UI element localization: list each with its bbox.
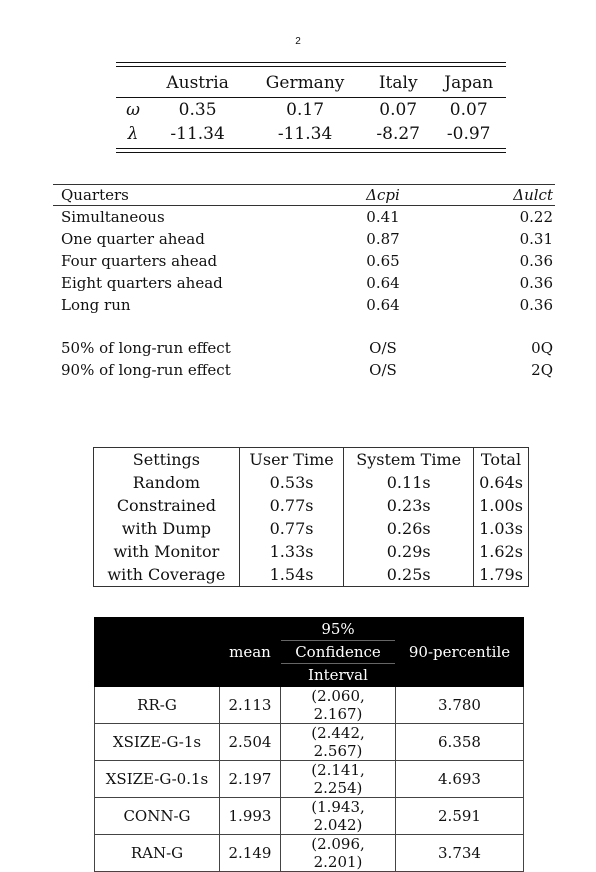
table-cell: 2.197 [220,761,281,798]
table-cell: 1.62s [474,540,529,563]
table-cell: 0.07 [379,100,418,120]
table-row [116,98,506,123]
ci-header-line: Confidence [281,640,395,664]
row-label: 90% of long-run effect [61,361,231,379]
table-cell: 0.77s [239,494,344,517]
table-row [95,761,524,798]
table-header-row [116,67,506,98]
header-cell: Quarters [53,185,305,206]
parameter-table [116,62,506,153]
table-row [95,687,524,724]
table-cell: 0.25s [344,563,474,587]
table-cell: 0.65 [366,252,400,270]
table-cell: 0Q [531,339,553,357]
ci-header-line: Interval [308,666,368,684]
page-number: 2 [295,36,301,47]
quarters-effect-table [53,184,555,381]
confidence-table [94,617,524,872]
table-row [94,494,529,517]
table-cell: (2.442, 2.567) [281,724,396,761]
table-cell: 0.64 [366,274,400,292]
header-cell: Italy [365,67,431,98]
table-cell: 0.64s [474,471,529,494]
row-symbol: λ [127,124,139,144]
table-cell: 0.64 [366,296,400,314]
table-cell: 3.734 [396,835,524,872]
table-cell: 1.54s [239,563,344,587]
header-cell: Japan [431,67,506,98]
table-cell: 0.17 [286,100,325,120]
table-row [53,206,555,229]
table-cell: O/S [369,339,397,357]
table-cell: 2.591 [396,798,524,835]
table-row [95,724,524,761]
row-label: Long run [61,296,131,314]
table-row [53,228,555,250]
table-cell: 0.41 [366,208,400,226]
table-cell: (1.943, 2.042) [281,798,396,835]
header-cell: Settings [132,450,200,469]
table-cell: 0.31 [519,230,553,248]
table-cell: 1.03s [474,517,529,540]
table-cell: -8.27 [376,124,420,144]
table-cell: 0.26s [344,517,474,540]
table-cell: (2.060, 2.167) [281,687,396,724]
table-row [94,517,529,540]
table-cell: 0.35 [178,100,217,120]
row-label: RAN-G [95,835,220,872]
table-cell: -11.34 [277,124,333,144]
table-cell: -0.97 [446,124,491,144]
row-label: Random [132,473,201,492]
table-cell: 0.29s [344,540,474,563]
table-cell: 2.149 [220,835,281,872]
table-cell: 0.77s [239,517,344,540]
ci-header-line: 95% [321,620,355,638]
table-cell: 0.22 [519,208,553,226]
row-label: Eight quarters ahead [61,274,223,292]
row-label: with Dump [121,519,211,538]
row-label: One quarter ahead [61,230,205,248]
table-cell: 1.79s [474,563,529,587]
header-cell [116,67,150,98]
table-cell: 6.358 [396,724,524,761]
table-header-row [53,185,555,206]
header-cell: mean [220,618,281,687]
row-label: CONN-G [95,798,220,835]
header-cell: Austria [150,67,245,98]
table-cell: -11.34 [170,124,225,144]
table-cell: 0.36 [519,274,553,292]
table-row [94,471,529,494]
table-row [53,294,555,316]
header-cell: Germany [245,67,365,98]
timing-table [93,447,529,587]
table-row [94,563,529,587]
table-cell: 3.780 [396,687,524,724]
table-cell: 0.87 [366,230,400,248]
table-cell: 2.504 [220,724,281,761]
row-label: XSIZE-G-1s [95,724,220,761]
row-label: Simultaneous [61,208,165,226]
table-row [53,272,555,294]
row-label: Constrained [116,496,216,515]
row-label: with Coverage [107,565,226,584]
ci-header-cell [281,618,396,687]
table-cell: 0.36 [519,296,553,314]
table-row [95,835,524,872]
table-cell: 1.993 [220,798,281,835]
table-cell: 0.36 [519,252,553,270]
row-label: XSIZE-G-0.1s [95,761,220,798]
table-cell: 0.11s [344,471,474,494]
row-label: with Monitor [113,542,220,561]
table-cell: (2.096, 2.201) [281,835,396,872]
table-cell: (2.141, 2.254) [281,761,396,798]
header-cell: Δulct [455,185,555,206]
table-header-row [94,448,529,472]
table-cell: 0.23s [344,494,474,517]
bottom-double-rule [116,148,506,153]
header-cell: Δcpi [305,185,455,206]
table-row [95,798,524,835]
header-cell: User Time [239,448,344,472]
table-cell: O/S [369,361,397,379]
row-symbol: ω [126,100,140,120]
row-label: Four quarters ahead [61,252,218,270]
table-row [116,122,506,146]
table-cell: 2Q [531,361,553,379]
table-cell: 1.33s [239,540,344,563]
table-cell: 4.693 [396,761,524,798]
table-cell: 0.07 [449,100,488,120]
spacer-row [53,316,555,337]
table-cell: 0.53s [239,471,344,494]
header-cell [95,618,220,687]
row-label: RR-G [95,687,220,724]
header-cell: System Time [344,448,474,472]
header-cell: 90-percentile [396,618,524,687]
header-cell: Total [474,448,529,472]
table-row [53,337,555,359]
row-label: 50% of long-run effect [61,339,231,357]
table-row [53,359,555,381]
table-cell: 1.00s [474,494,529,517]
table-header-row [95,618,524,687]
table-row [94,540,529,563]
table-cell: 2.113 [220,687,281,724]
table-row [53,250,555,272]
